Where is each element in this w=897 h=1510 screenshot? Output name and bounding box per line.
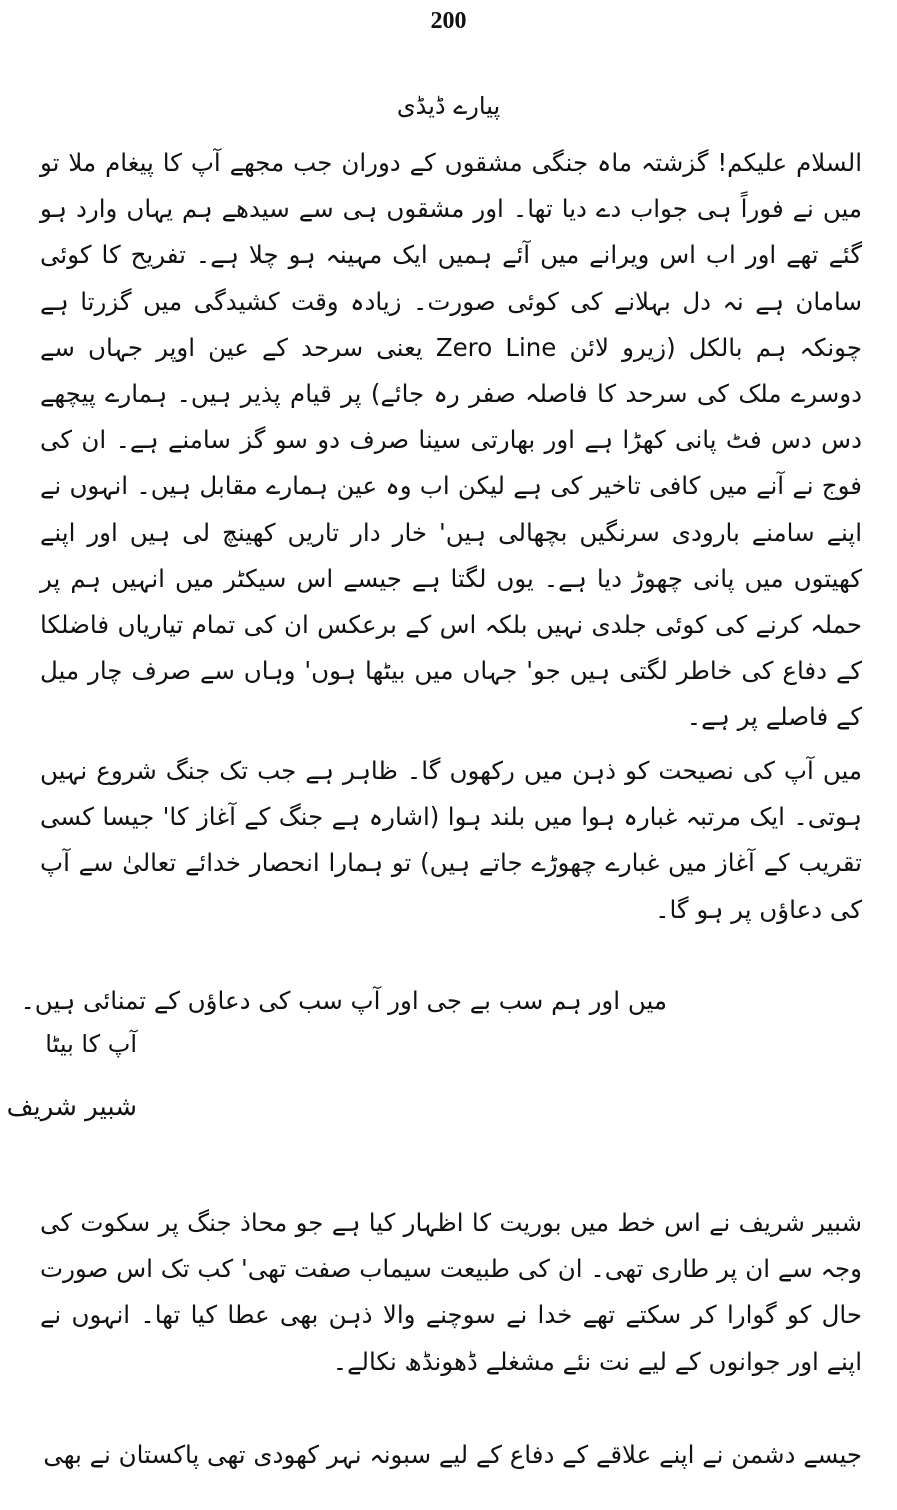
letter-paragraph-3: میں اور ہم سب بے جی اور آپ سب کی دعاؤں کے تمنائی ہیں۔ — [20, 986, 667, 1015]
letter-closing: آپ کا بیٹا — [45, 1030, 137, 1058]
commentary-paragraph-2: جیسے دشمن نے اپنے علاقے کے دفاع کے لیے سبونہ نہر کھودی تھی پاکستان نے بھی — [43, 1440, 862, 1469]
letter-paragraph-2: میں آپ کی نصیحت کو ذہن میں رکھوں گا۔ ظاہر ہے جب تک جنگ شروع نہیں ہوتی۔ ایک مرتبہ غبارہ ہوا میں بلند ہوا (اشارہ ہے جنگ کے آغاز کا' جیسا کسی تقریب کے آغاز میں غبارے چھوڑے جاتے ہیں) تو ہمارا انحصار خدائے تعالیٰ سے آپ کی دعاؤں پر ہو گا۔ — [40, 756, 862, 924]
letter-paragraph-1: السلام علیکم! گزشتہ ماہ جنگی مشقوں کے دوران جب مجھے آپ کا پیغام ملا تو میں نے فوراً ہی جواب دے دیا تھا۔ اور مشقوں ہی سے سیدھے ہم یہاں وارد ہو گئے تھے اور اب اس ویرانے میں آئے ہمیں ایک مہینہ ہو چلا ہے۔ تفریح کا کوئی سامان ہے نہ دل بہلانے کی کوئی صورت۔ زیادہ وقت کشیدگی میں گزرتا ہے چونکہ ہم بالکل (زیرو لائن Zero Line یعنی سرحد کے عین اوپر جہاں سے دوسرے ملک کی سرحد کا فاصلہ صفر رہ جائے) پر قیام پذیر ہیں۔ ہمارے پیچھے دس دس فٹ پانی کھڑا ہے اور بھارتی سینا صرف دو سو گز سامنے ہے۔ ان کی فوج نے آنے میں کافی تاخیر کی ہے لیکن اب وہ عین ہمارے مقابل ہیں۔ انہوں نے اپنے سامنے بارودی سرنگیں بچھالی ہیں' خار دار تاریں کھینچ لی ہیں اور اپنے کھیتوں میں پانی چھوڑ دیا ہے۔ یوں لگتا ہے جیسے اس سیکٹر میں انہیں ہم پر حملہ کرنے کی کوئی جلدی نہیں بلکہ اس کے برعکس ان کی تمام تیاریاں فاضلکا کے دفاع کی خاطر لگتی ہیں جو' جہاں میں بیٹھا ہوں' وہاں سے صرف چار میل کے فاصلے پر ہے۔ — [40, 148, 862, 732]
letter-signature: شبیر شریف — [6, 1092, 137, 1122]
page-number: 200 — [430, 8, 467, 34]
letter-salutation: پیارے ڈیڈی — [396, 92, 501, 120]
commentary-paragraph-1: شبیر شریف نے اس خط میں بوریت کا اظہار کیا ہے جو محاذ جنگ پر سکوت کی وجہ سے ان پر طاری تھی۔ ان کی طبیعت سیماب صفت تھی' کب تک اس صورت حال کو گوارا کر سکتے تھے خدا نے سوچنے والا ذہن بھی عطا کیا تھا۔ انہوں نے اپنے اور جوانوں کے لیے نت نئے مشغلے ڈھونڈھ نکالے۔ — [40, 1208, 862, 1376]
